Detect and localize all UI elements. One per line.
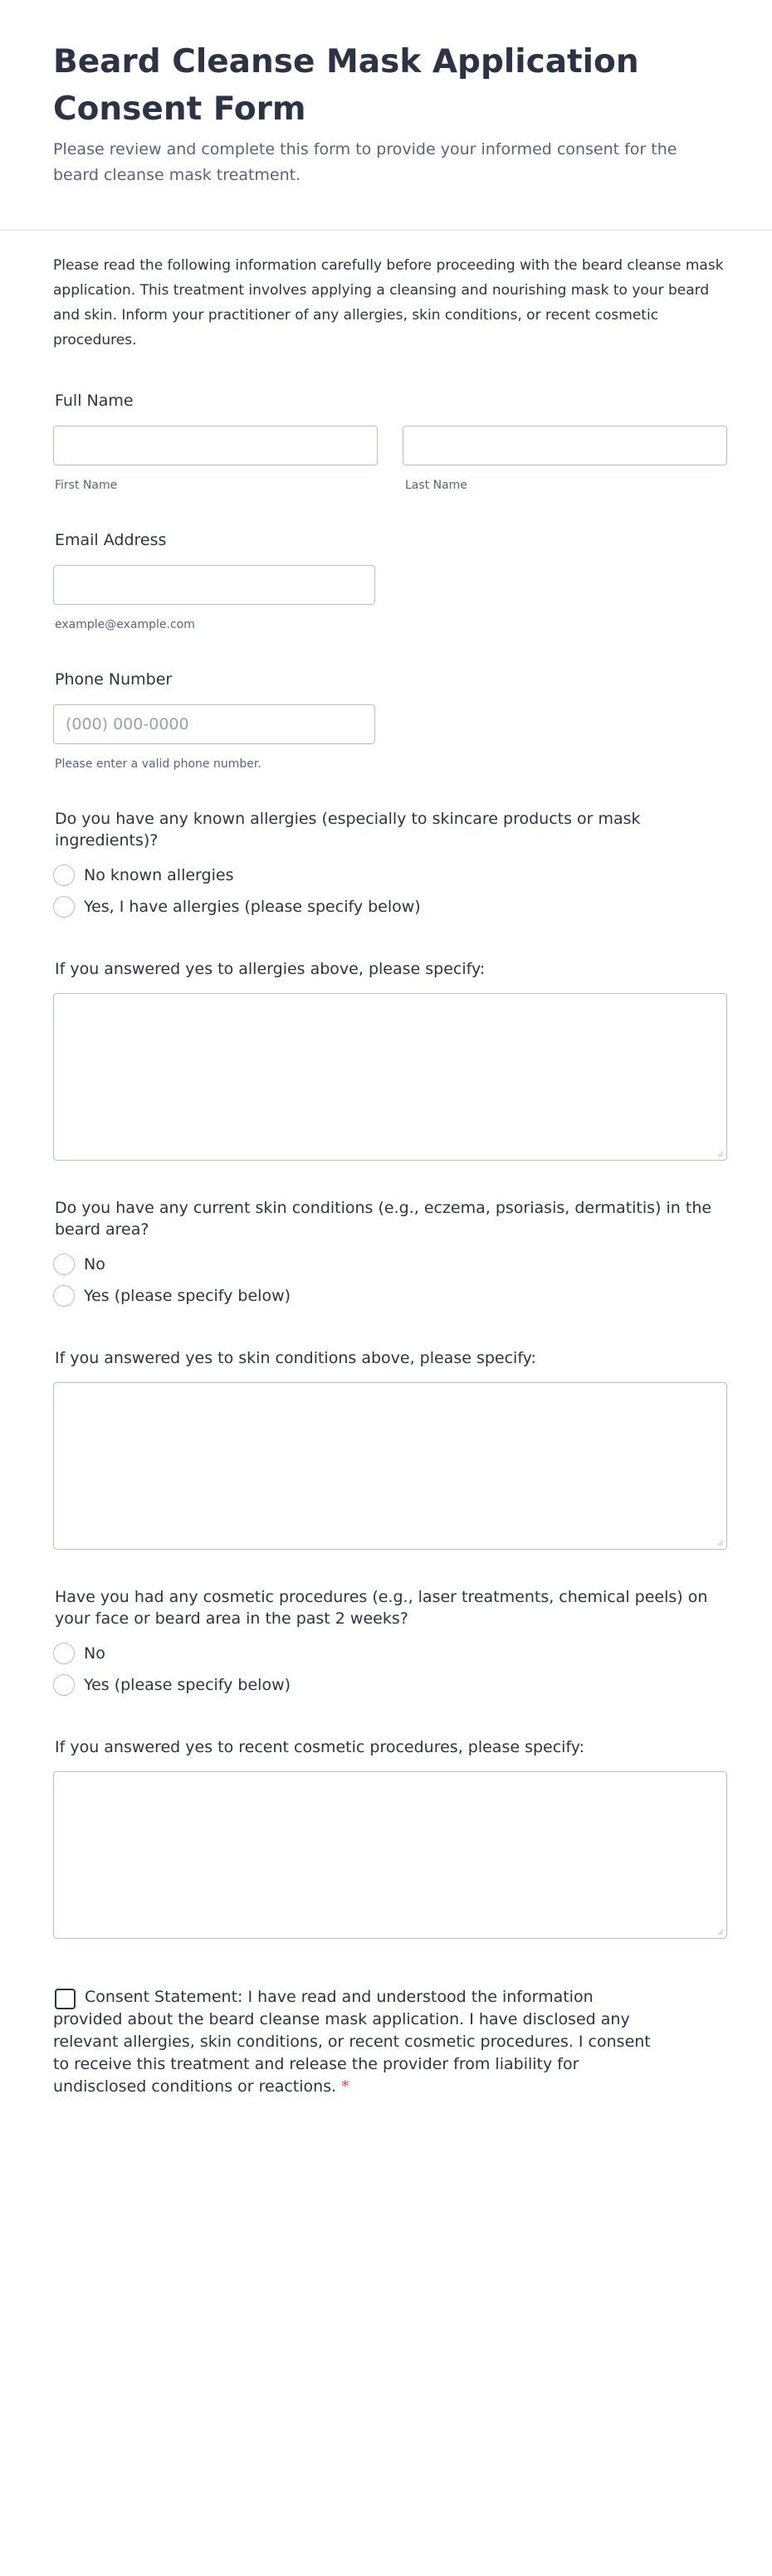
resize-grip-icon[interactable] (716, 1538, 724, 1546)
phone-sublabel: Please enter a valid phone number. (55, 757, 261, 771)
radio-label: No (84, 1255, 105, 1273)
allergies-specify-label: If you answered yes to allergies above, please specify: (55, 960, 486, 978)
skin-conditions-specify-textarea[interactable] (53, 1382, 727, 1550)
first-name-sublabel: First Name (55, 479, 118, 492)
email-input[interactable] (53, 565, 375, 605)
radio-label: Yes, I have allergies (please specify below) (84, 898, 421, 916)
skin-conditions-specify-label: If you answered yes to skin conditions above, please specify: (55, 1349, 536, 1367)
last-name-input[interactable] (403, 426, 727, 465)
allergies-specify-textarea[interactable] (53, 993, 727, 1161)
skin-conditions-option-yes[interactable] (53, 1284, 291, 1307)
form-subtitle: Please review and complete this form to provide your informed consent for the beard cleanse mask treatment. (53, 140, 677, 184)
full-name-label: Full Name (55, 392, 134, 410)
form-title: Beard Cleanse Mask Application Consent Form (53, 43, 639, 128)
radio-circle[interactable] (53, 1285, 75, 1307)
email-sublabel: example@example.com (55, 618, 195, 631)
allergies-question: Do you have any known allergies (especially to skincare products or mask ingredients)? (55, 810, 641, 850)
radio-circle[interactable] (53, 1254, 75, 1275)
radio-circle[interactable] (53, 896, 75, 918)
radio-label: Yes (please specify below) (84, 1676, 291, 1694)
allergies-option-yes[interactable] (53, 895, 421, 918)
intro-paragraph: Please read the following information carefully before proceeding with the beard cleanse mask application. This treatment involves applying a cleansing and nourishing mask to your beard and skin. Inform your practitioner of any allergies, skin conditions, or recent cosmetic procedures. (53, 257, 724, 348)
procedures-question: Have you had any cosmetic procedures (e.g., laser treatments, chemical peels) on your face or beard area in the past 2 weeks? (55, 1588, 708, 1628)
radio-label: No (84, 1644, 105, 1663)
procedures-option-yes[interactable] (53, 1673, 291, 1697)
phone-label: Phone Number (55, 670, 173, 689)
procedures-option-no[interactable] (53, 1642, 105, 1665)
radio-circle[interactable] (53, 864, 75, 886)
consent-statement (53, 1986, 651, 2098)
radio-label: No known allergies (84, 866, 234, 884)
allergies-option-no[interactable] (53, 864, 233, 887)
first-name-input[interactable] (53, 426, 378, 465)
consent-text: Consent Statement: I have read and understood the information provided about the beard cleanse mask application. I have disclosed any relevant allergies, skin conditions, or recent cosmetic procedures. I consent to receive this treatment and release the provider from liability for undisclosed conditions or reactions. (53, 1988, 651, 2096)
radio-circle[interactable] (53, 1643, 75, 1664)
form-header (0, 0, 772, 231)
required-asterisk: * (341, 2077, 349, 2096)
resize-grip-icon[interactable] (716, 1927, 724, 1936)
email-label: Email Address (55, 531, 167, 549)
radio-circle[interactable] (53, 1674, 75, 1696)
skin-conditions-question: Do you have any current skin conditions (e.g., eczema, psoriasis, dermatitis) in the beard area? (55, 1199, 712, 1239)
radio-label: Yes (please specify below) (84, 1287, 291, 1305)
skin-conditions-option-no[interactable] (53, 1253, 105, 1276)
phone-input[interactable] (53, 704, 375, 744)
last-name-sublabel: Last Name (405, 479, 467, 492)
procedures-specify-textarea[interactable] (53, 1771, 727, 1939)
resize-grip-icon[interactable] (716, 1149, 724, 1157)
procedures-specify-label: If you answered yes to recent cosmetic procedures, please specify: (55, 1738, 585, 1756)
